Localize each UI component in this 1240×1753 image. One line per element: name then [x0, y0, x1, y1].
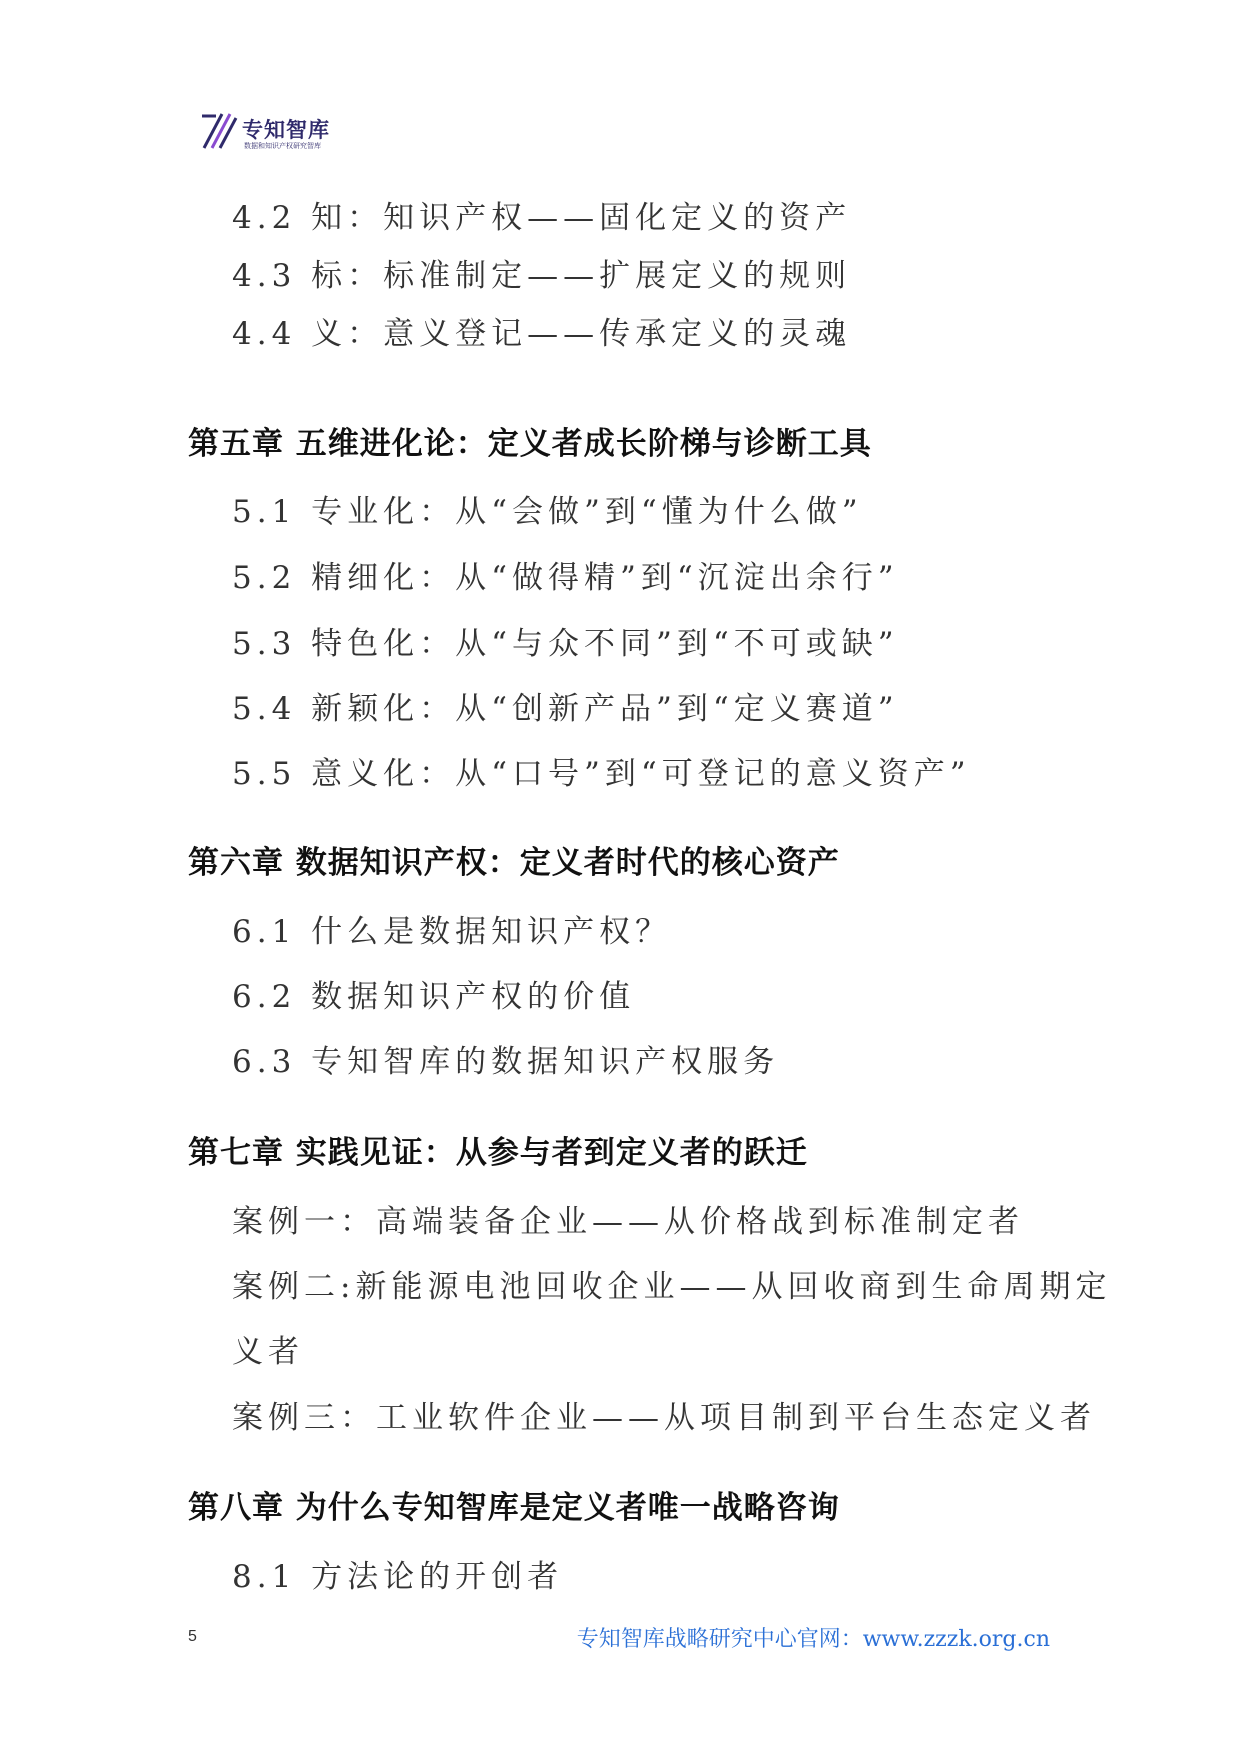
toc-entry: 案例三：工业软件企业——从项目制到平台生态定义者: [232, 1400, 1096, 1436]
logo-tagline: 数据和知识产权研究智库: [244, 142, 321, 150]
toc-entry: 8.1 方法论的开创者: [232, 1559, 564, 1595]
logo-name: 专知智库: [242, 118, 330, 142]
footer-website-link[interactable]: 专知智库战略研究中心官网：www.zzzk.org.cn: [576, 1627, 1050, 1652]
page-number: 5: [188, 1628, 197, 1645]
toc-entry: 5.4 新颖化：从“创新产品”到“定义赛道”: [232, 691, 899, 727]
toc-chapter-heading: 第七章 实践见证：从参与者到定义者的跃迁: [188, 1135, 808, 1171]
toc-chapter-heading: 第六章 数据知识产权：定义者时代的核心资产: [188, 845, 840, 881]
toc-chapter-heading: 第八章 为什么专知智库是定义者唯一战略咨询: [188, 1490, 840, 1526]
toc-entry: 4.4 义：意义登记——传承定义的灵魂: [232, 316, 852, 352]
toc-entry: 4.2 知：知识产权——固化定义的资产: [232, 200, 852, 236]
toc-entry: 5.2 精细化：从“做得精”到“沉淀出余行”: [232, 560, 899, 596]
toc-entry: 6.2 数据知识产权的价值: [232, 979, 636, 1015]
toc-entry: 案例二:新能源电池回收企业——从回收商到生命周期定: [232, 1269, 1112, 1305]
toc-entry: 义者: [232, 1334, 304, 1370]
toc-entry: 6.1 什么是数据知识产权？: [232, 914, 672, 950]
toc-entry: 6.3 专知智库的数据知识产权服务: [232, 1044, 780, 1080]
toc-entry: 4.3 标：标准制定——扩展定义的规则: [232, 258, 852, 294]
toc-entry: 5.3 特色化：从“与众不同”到“不可或缺”: [232, 626, 899, 662]
toc-chapter-heading: 第五章 五维进化论：定义者成长阶梯与诊断工具: [188, 426, 872, 462]
toc-entry: 5.5 意义化：从“口号”到“可登记的意义资产”: [232, 756, 971, 792]
toc-entry: 5.1 专业化：从“会做”到“懂为什么做”: [232, 494, 863, 530]
toc-entry: 案例一：高端装备企业——从价格战到标准制定者: [232, 1204, 1024, 1240]
